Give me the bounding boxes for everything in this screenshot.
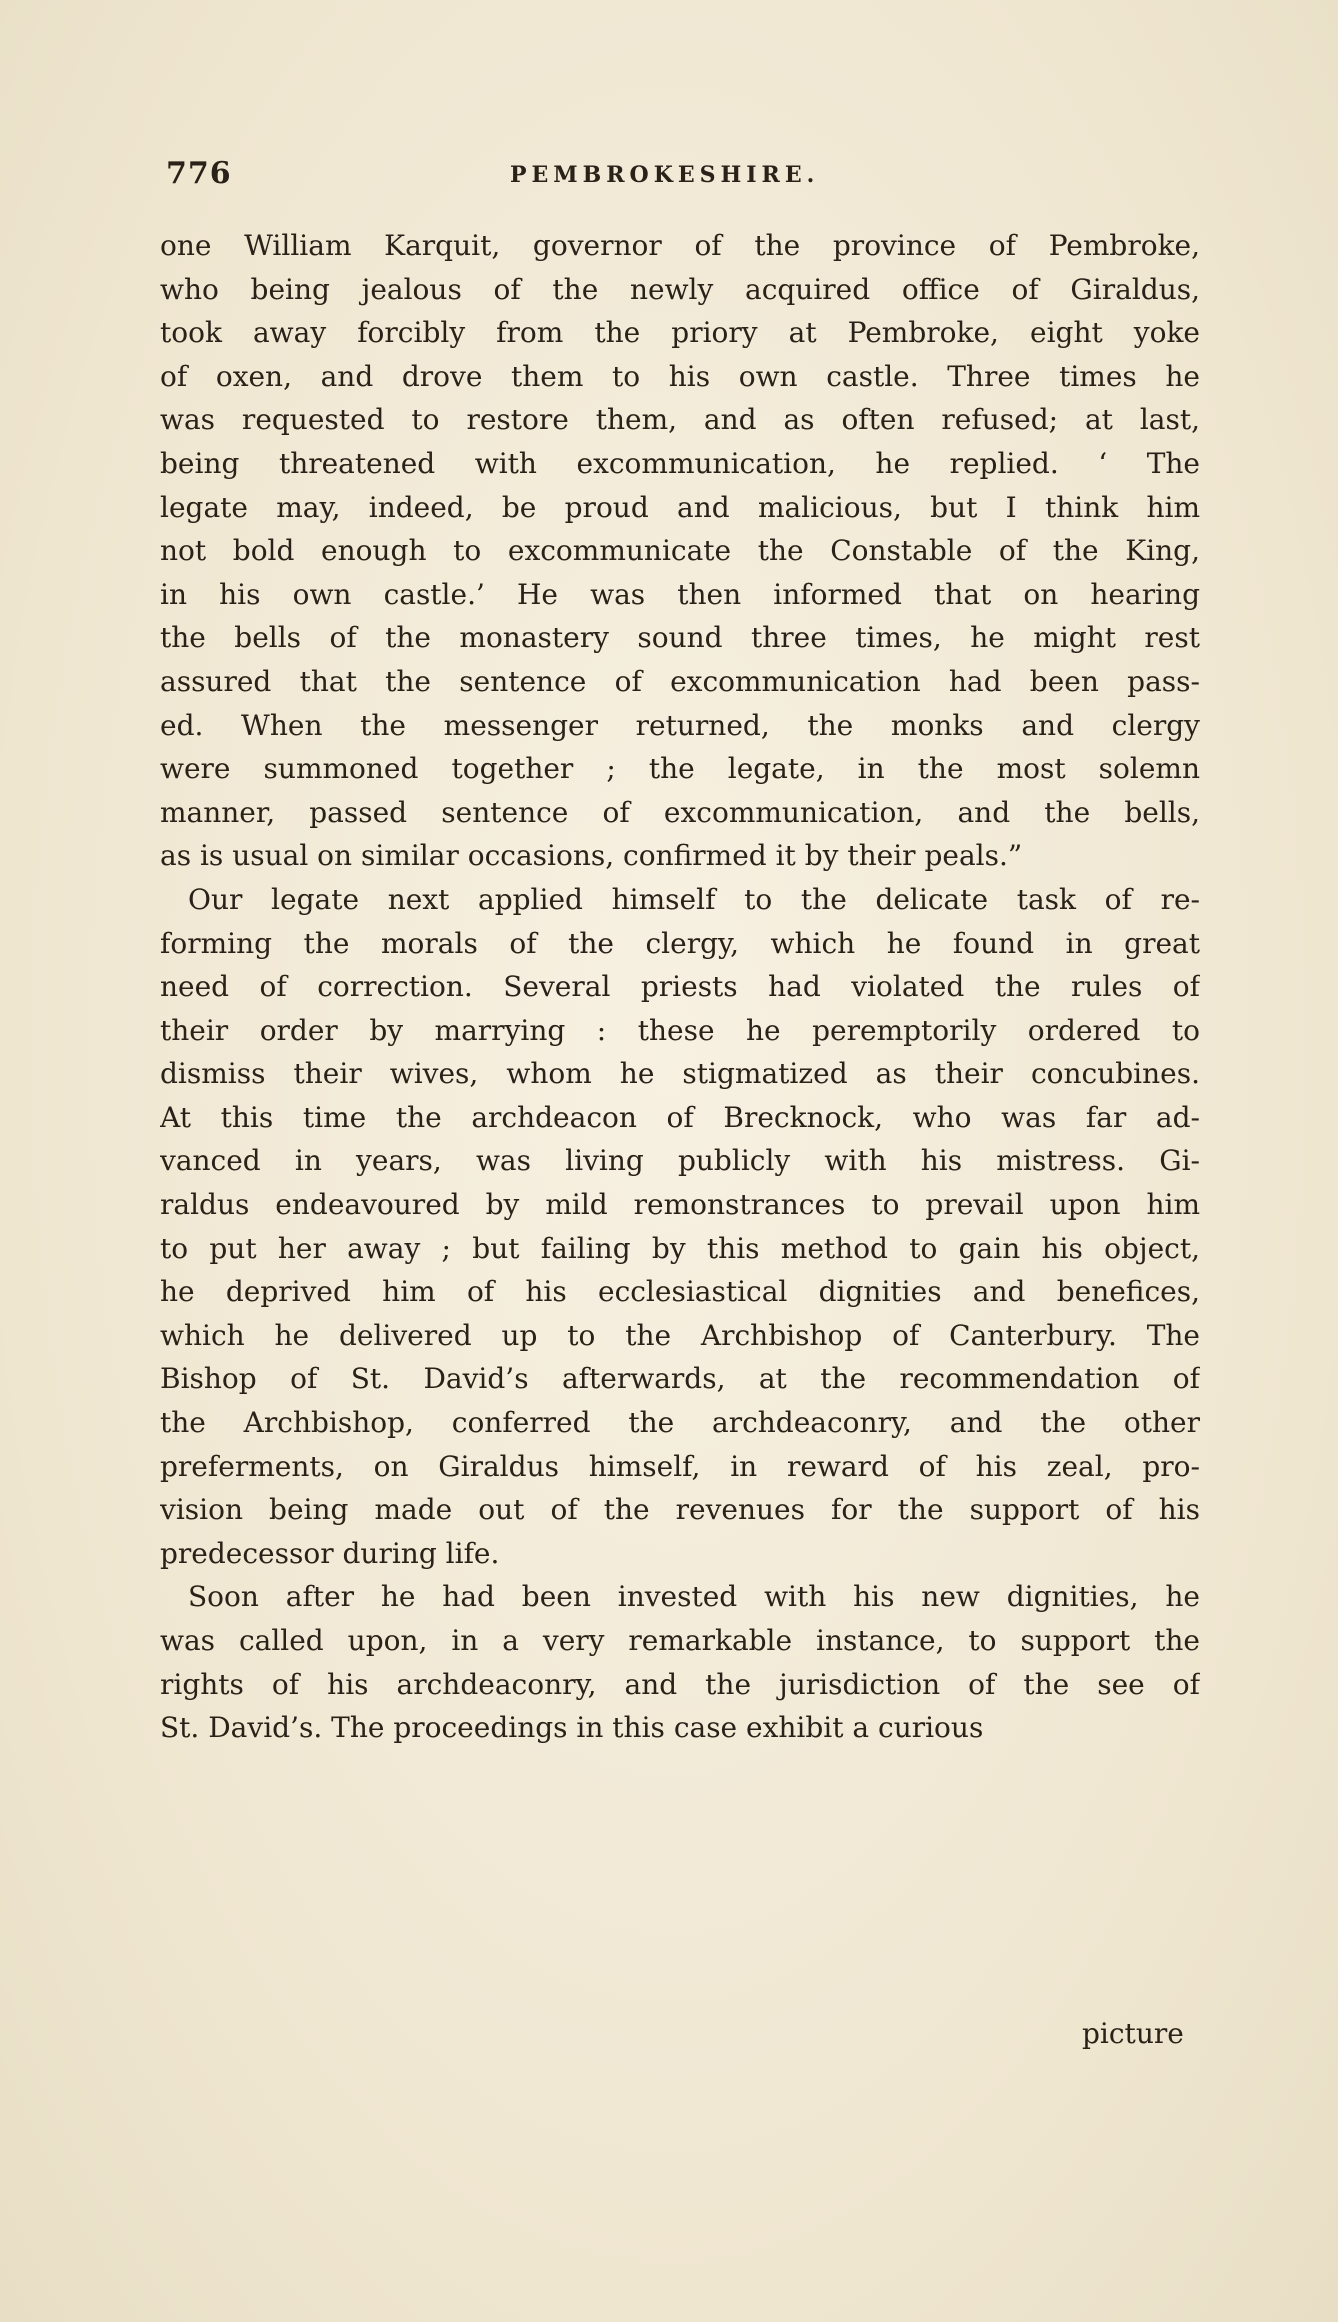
text-line: being threatened with excommunication, he replied. ‘ The <box>160 446 1200 480</box>
text-line: the bells of the monastery sound three times, he might rest <box>160 621 1200 655</box>
page-number: 776 <box>166 156 232 191</box>
paragraph <box>160 878 1200 1576</box>
text-line: predecessor during life. <box>160 1536 500 1570</box>
text-line: who being jealous of the newly acquired office of Giraldus, <box>160 272 1200 306</box>
catchword: picture <box>1082 2017 1184 2050</box>
page-header <box>160 156 1200 196</box>
text-line: were summoned together ; the legate, in the most solemn <box>160 752 1200 786</box>
text-line: legate may, indeed, be proud and malicious, but I think him <box>160 490 1200 524</box>
text-line: raldus endeavoured by mild remonstrances to prevail upon him <box>160 1188 1200 1222</box>
text-line: the Archbishop, conferred the archdeaconry, and the other <box>160 1406 1200 1440</box>
text-line: in his own castle.’ He was then informed that on hearing <box>160 577 1200 611</box>
text-line: need of correction. Several priests had violated the rules of <box>160 970 1200 1004</box>
text-line: St. David’s. The proceedings in this case exhibit a curious <box>160 1711 984 1745</box>
body-text <box>160 224 1200 1750</box>
text-line: Soon after he had been invested with his new dignities, he <box>188 1580 1200 1614</box>
text-line: their order by marrying : these he peremptorily ordered to <box>160 1013 1200 1047</box>
text-line: not bold enough to excommunicate the Constable of the King, <box>160 534 1200 568</box>
text-line: assured that the sentence of excommunication had been pass- <box>160 664 1200 698</box>
text-line: took away forcibly from the priory at Pembroke, eight yoke <box>160 316 1200 350</box>
text-line: At this time the archdeacon of Brecknock, who was far ad- <box>160 1100 1200 1134</box>
text-line: to put her away ; but failing by this method to gain his object, <box>160 1231 1200 1265</box>
text-line: Bishop of St. David’s afterwards, at the recommendation of <box>160 1362 1200 1396</box>
text-line: as is usual on similar occasions, confirmed it by their peals.” <box>160 839 1023 873</box>
text-line: vision being made out of the revenues for the support of his <box>160 1493 1200 1527</box>
text-line: forming the morals of the clergy, which he found in great <box>160 926 1200 960</box>
text-line: preferments, on Giraldus himself, in reward of his zeal, pro- <box>160 1449 1200 1483</box>
text-line: rights of his archdeaconry, and the jurisdiction of the see of <box>160 1667 1200 1701</box>
text-line: of oxen, and drove them to his own castle. Three times he <box>160 359 1200 393</box>
text-line: manner, passed sentence of excommunication, and the bells, <box>160 795 1200 829</box>
text-line: ed. When the messenger returned, the monks and clergy <box>160 708 1200 742</box>
paragraph <box>160 1575 1200 1749</box>
text-line: which he delivered up to the Archbishop of Canterbury. The <box>160 1318 1200 1352</box>
paragraph <box>160 224 1200 878</box>
text-line: Our legate next applied himself to the delicate task of re- <box>188 882 1200 916</box>
running-head: PEMBROKESHIRE. <box>510 162 820 188</box>
text-line: he deprived him of his ecclesiastical dignities and benefices, <box>160 1275 1200 1309</box>
text-line: was called upon, in a very remarkable instance, to support the <box>160 1624 1200 1657</box>
text-line: was requested to restore them, and as often refused; at last, <box>160 403 1200 437</box>
text-line: dismiss their wives, whom he stigmatized as their concubines. <box>160 1057 1200 1091</box>
text-line: one William Karquit, governor of the province of Pembroke, <box>160 229 1200 262</box>
text-line: vanced in years, was living publicly with his mistress. Gi- <box>160 1144 1200 1178</box>
